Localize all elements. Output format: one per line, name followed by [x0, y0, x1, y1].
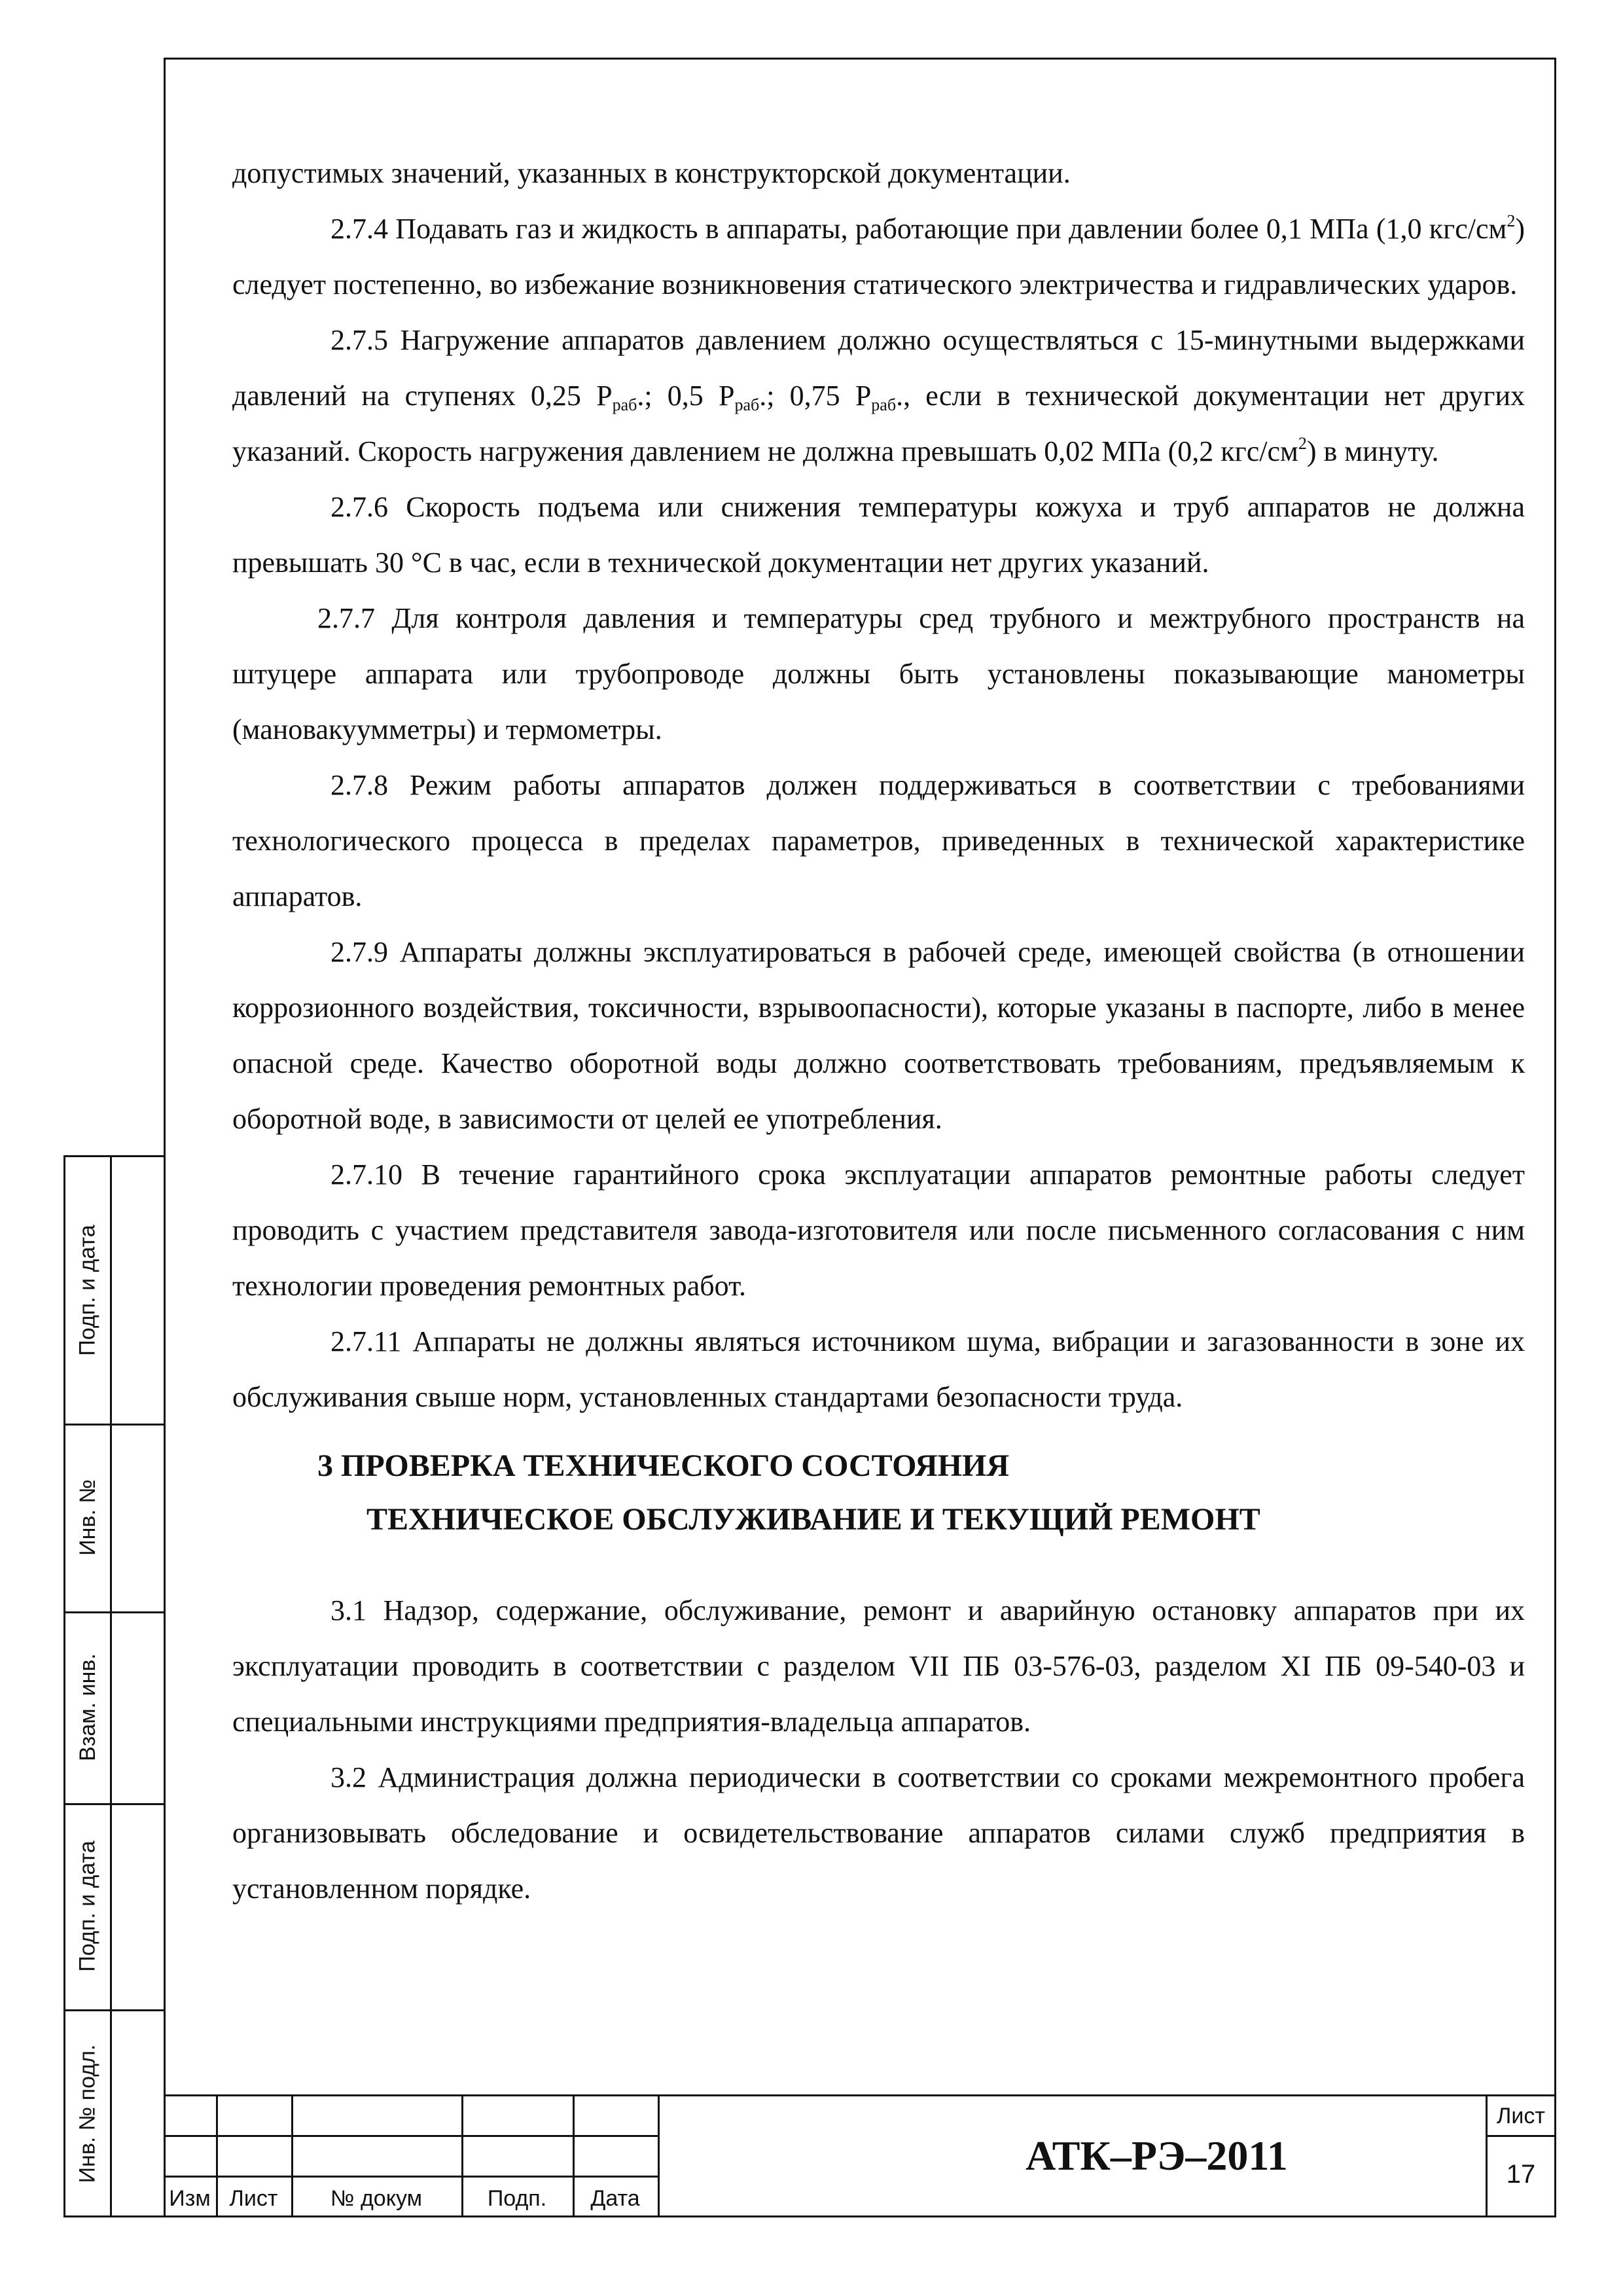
title-block-data: Дата	[590, 2186, 640, 2211]
document-code: АТК–РЭ–2011	[1026, 2132, 1288, 2179]
title-block-sheet-number: 17	[1506, 2160, 1536, 2189]
section-3-heading-line-1: 3 ПРОВЕРКА ТЕХНИЧЕСКОГО СОСТОЯНИЯ	[317, 1448, 1010, 1483]
strip-label-inv-no: Инв. №	[75, 1479, 100, 1556]
paragraph-2-7-6: 2.7.6 Скорость подъема или снижения температуры кожуха и труб аппаратов не должна превышать 30 °С в час, если в технической документации нет других указаний.	[232, 491, 1525, 579]
document-body	[232, 145, 1525, 1916]
paragraph-2-7-9: 2.7.9 Аппараты должны эксплуатироваться в рабочей среде, имеющей свойства (в отношении коррозионного воздействия, токсичности, взрывоопасности), которые указаны в паспорте, либо в менее опасной среде. Качество оборотной воды должно соответствовать требованиям, предъявляемым к оборотной воде, в зависимости от целей ее употребления.	[232, 936, 1525, 1135]
strip-label-podp-data-2: Подп. и дата	[75, 1840, 100, 1972]
paragraph-2-7-4: 2.7.4 Подавать газ и жидкость в аппараты, работающие при давлении более 0,1 МПа (1,0 кгс/$см^2$) следует постепенно, во избежание возникновения статического электричества и гидравлических ударов.	[232, 211, 1525, 300]
left-margin-strip	[63, 1155, 164, 2217]
paragraph-3-1: 3.1 Надзор, содержание, обслуживание, ремонт и аварийную остановку аппаратов при их эксплуатации проводить в соответствии с разделом VII ПБ 03-576-03, разделом XI ПБ 09-540-03 и специальными инструкциями предприятия-владельца аппаратов.	[232, 1594, 1525, 1738]
paragraph-2-7-8: 2.7.8 Режим работы аппаратов должен поддерживаться в соответствии с требованиями технологического процесса в пределах параметров, приведенных в технической характеристике аппаратов.	[232, 769, 1525, 912]
title-block-no-dokum: № докум	[330, 2186, 422, 2211]
title-block-sheet-label: Лист	[1497, 2104, 1545, 2128]
title-block-list: Лист	[229, 2186, 278, 2211]
paragraph-3-2: 3.2 Администрация должна периодически в соответствии со сроками межремонтного пробега организовывать обследование и освидетельствование аппаратов силами служб предприятия в установленном порядке.	[232, 1761, 1525, 1905]
title-block	[164, 2094, 1556, 2217]
paragraph-2-7-7: 2.7.7 Для контроля давления и температуры сред трубного и межтрубного пространств на штуцере аппарата или трубопроводе должны быть установлены показывающие манометры (мановакуумметры) и термометры.	[232, 602, 1525, 745]
strip-label-podp-data-1: Подп. и дата	[75, 1225, 100, 1356]
paragraph-2-7-5: 2.7.5 Нагружение аппаратов давлением должно осуществляться с 15-минутными выдержками давлений на ступенях 0,25 $P_{раб}$.; 0,5 $P_{раб}$.; 0,75 $P_{раб}$., если в технической документации нет других указаний. Скорость нагружения давлением не должна превышать 0,02 МПа (0,2 кгс/$см^2$) в минуту.	[232, 324, 1525, 467]
title-block-podp: Подп.	[487, 2186, 547, 2211]
title-block-izm: Изм	[169, 2186, 211, 2211]
strip-label-inv-no-podl: Инв. № подл.	[75, 2044, 100, 2183]
paragraph-continuation: допустимых значений, указанных в конструкторской документации.	[232, 157, 1071, 189]
paragraph-2-7-11: 2.7.11 Аппараты не должны являться источником шума, вибрации и загазованности в зоне их обслуживания свыше норм, установленных стандартами безопасности труда.	[232, 1325, 1525, 1413]
section-3-heading-line-2: ТЕХНИЧЕСКОЕ ОБСЛУЖИВАНИЕ И ТЕКУЩИЙ РЕМОНТ	[366, 1502, 1260, 1537]
paragraph-2-7-10: 2.7.10 В течение гарантийного срока эксплуатации аппаратов ремонтные работы следует проводить с участием представителя завода-изготовителя или после письменного согласования с ним технологии проведения ремонтных работ.	[232, 1158, 1525, 1302]
strip-label-vzam-inv: Взам. инв.	[75, 1653, 100, 1761]
